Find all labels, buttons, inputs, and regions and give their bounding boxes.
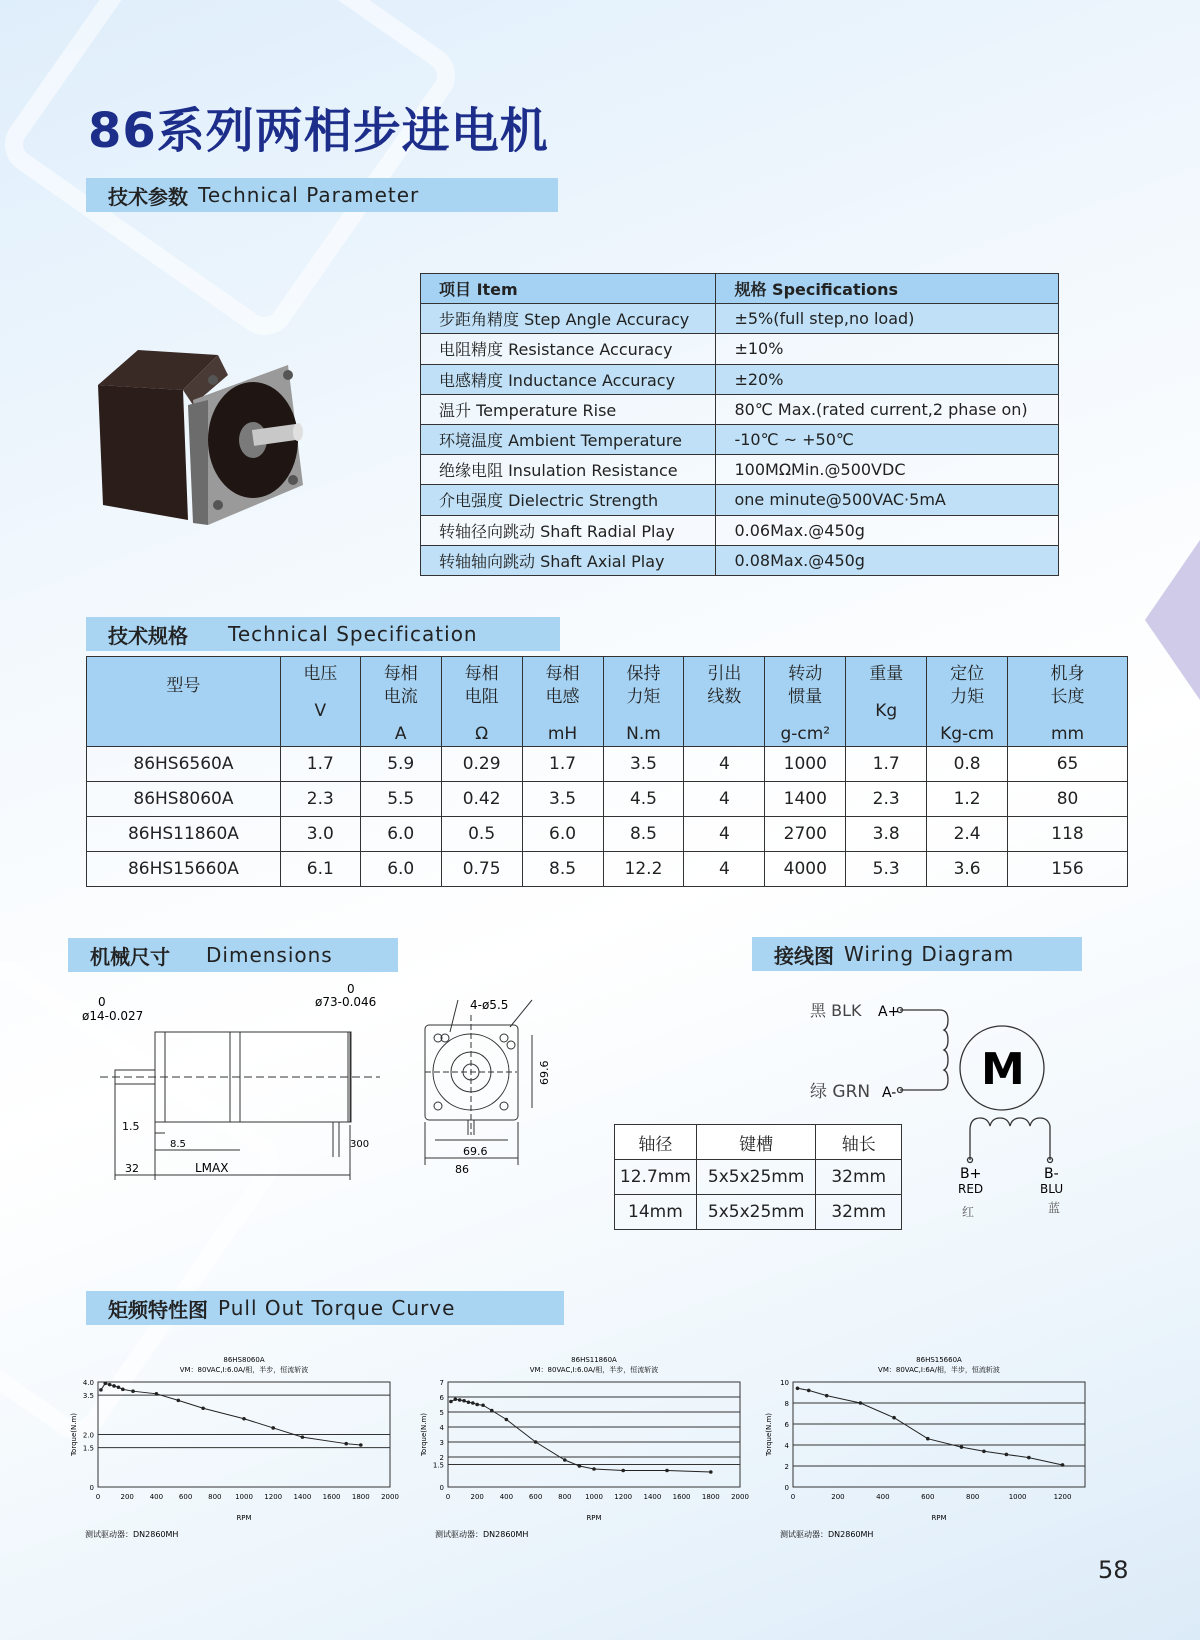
- y-axis-label: Torque(N.m): [765, 1412, 773, 1457]
- spec-cell: 0.8: [927, 747, 1008, 782]
- spec-cell: 3.5: [522, 782, 603, 817]
- param-header-item: 项目 Item: [421, 274, 716, 304]
- param-value: 100MΩMin.@500VDC: [716, 455, 1059, 485]
- series-line: [451, 1399, 711, 1472]
- param-item: 温升 Temperature Rise: [421, 394, 716, 424]
- spec-cell: 4: [684, 852, 765, 887]
- pilot-dia-label: ø73-0.046: [315, 995, 377, 1009]
- spec-cell: 4: [684, 817, 765, 852]
- shaft-cell: 32mm: [816, 1160, 902, 1195]
- chart-footer: 测试驱动器：DN2860MH: [780, 1530, 874, 1539]
- data-point: [859, 1401, 863, 1405]
- section-en: Wiring Diagram: [844, 942, 1015, 966]
- chart-footer: 测试驱动器：DN2860MH: [85, 1530, 179, 1539]
- spec-header-name: 机身 长度: [1050, 664, 1085, 707]
- spec-cell: 3.5: [603, 747, 684, 782]
- spec-cell: 5.5: [360, 782, 441, 817]
- series-line: [101, 1383, 361, 1445]
- stepper-motor-image: [88, 345, 318, 535]
- spec-cell: 1400: [765, 782, 846, 817]
- x-tick-label: 1200: [264, 1493, 283, 1501]
- y-tick-label: 4: [784, 1442, 789, 1450]
- y-tick-label: 1.5: [432, 1461, 444, 1470]
- spec-header-cell: [87, 657, 281, 747]
- spec-cell: 86HS6560A: [87, 747, 281, 782]
- spec-cell: 0.29: [441, 747, 522, 782]
- spec-cell: 2.3: [280, 782, 360, 817]
- x-axis-label: RPM: [586, 1514, 602, 1522]
- spec-header-name: 每相 电阻: [464, 664, 499, 707]
- chart-footer: 测试驱动器：DN2860MH: [435, 1530, 529, 1539]
- y-axis-label: Torque(N.m): [420, 1412, 428, 1457]
- section-header-tech-spec: [86, 617, 560, 651]
- section-en: Technical Specification: [228, 622, 478, 646]
- spec-cell: 8.5: [522, 852, 603, 887]
- table-row: [87, 817, 1128, 852]
- data-point: [926, 1437, 930, 1441]
- chart-title: 86HS11860A: [571, 1356, 617, 1364]
- x-tick-label: 800: [966, 1493, 980, 1501]
- data-point: [505, 1418, 509, 1422]
- spec-cell: 5.3: [846, 852, 927, 887]
- param-value: ±20%: [716, 364, 1059, 394]
- motor-letter: M: [981, 1044, 1025, 1095]
- x-tick-label: 1400: [643, 1493, 662, 1501]
- spec-cell: 0.75: [441, 852, 522, 887]
- spec-header-cell: [360, 657, 441, 747]
- data-point: [665, 1469, 669, 1473]
- dim-32: 32: [125, 1162, 139, 1175]
- spec-header-name: 保持 力矩: [626, 664, 661, 707]
- section-cn: 矩频特性图: [108, 1297, 208, 1322]
- x-tick-label: 200: [120, 1493, 134, 1501]
- x-tick-label: 1800: [351, 1493, 370, 1501]
- shaft-table: [614, 1124, 902, 1230]
- x-tick-label: 1200: [1053, 1493, 1072, 1501]
- x-tick-label: 2000: [381, 1493, 399, 1501]
- tech-spec-table: [86, 656, 1128, 887]
- y-tick-label: 1.5: [82, 1444, 94, 1453]
- table-row: [421, 485, 1059, 515]
- y-tick-label: 0: [89, 1484, 94, 1492]
- data-point: [471, 1401, 475, 1405]
- section-en: Technical Parameter: [198, 183, 420, 207]
- x-tick-label: 600: [528, 1493, 543, 1501]
- x-tick-label: 200: [470, 1493, 484, 1501]
- dimensions-drawing: [80, 975, 560, 1190]
- spec-cell: 0.5: [441, 817, 522, 852]
- wire-a-plus: A+: [878, 1004, 900, 1020]
- param-item: 介电强度 Dielectric Strength: [421, 485, 716, 515]
- chart-subtitle: VM：80VAC,I:6.0A/相，半步，恒流斩波: [529, 1366, 659, 1374]
- shaft-cell: 12.7mm: [615, 1160, 697, 1195]
- y-tick-label: 6: [439, 1394, 444, 1402]
- wire-b-plus: B+: [960, 1166, 982, 1182]
- spec-header-unit: Ω: [475, 724, 489, 744]
- shaft-header: 轴径: [615, 1125, 697, 1160]
- spec-cell: 4: [684, 782, 765, 817]
- wire-a-minus: A-: [882, 1085, 897, 1101]
- section-en: Pull Out Torque Curve: [218, 1296, 456, 1320]
- pilot-tol: 0: [347, 982, 355, 996]
- data-point: [301, 1435, 305, 1439]
- tech-param-table: [420, 273, 1059, 576]
- spec-cell: 6.1: [280, 852, 360, 887]
- spec-cell: 4: [684, 747, 765, 782]
- dim-lmax: LMAX: [195, 1161, 229, 1175]
- param-value: 80℃ Max.(rated current,2 phase on): [716, 394, 1059, 424]
- table-row: [421, 394, 1059, 424]
- spec-header-cell: [846, 657, 927, 747]
- spec-cell: 80: [1008, 782, 1128, 817]
- spec-header-cell: [684, 657, 765, 747]
- section-header-wiring: [752, 937, 1082, 971]
- x-tick-label: 200: [831, 1493, 845, 1501]
- spec-cell: 1.7: [280, 747, 360, 782]
- spec-cell: 6.0: [360, 852, 441, 887]
- spec-cell: 4000: [765, 852, 846, 887]
- wire-b-plus-color: RED: [958, 1182, 984, 1196]
- x-tick-label: 0: [445, 1493, 451, 1501]
- x-tick-label: 1600: [322, 1493, 341, 1501]
- spec-header-unit: mH: [547, 724, 578, 744]
- x-tick-label: 800: [558, 1493, 572, 1501]
- dim-1-5: 1.5: [122, 1120, 140, 1133]
- spec-cell: 5.9: [360, 747, 441, 782]
- data-point: [1027, 1456, 1031, 1460]
- spec-cell: 3.6: [927, 852, 1008, 887]
- data-point: [621, 1469, 625, 1473]
- section-en: Dimensions: [206, 943, 333, 967]
- spec-header-name: 定位 力矩: [950, 664, 985, 707]
- torque-charts: [60, 1340, 1140, 1550]
- spec-cell: 3.8: [846, 817, 927, 852]
- spec-header-unit: N.m: [626, 724, 661, 744]
- data-point: [108, 1383, 112, 1387]
- table-row: [421, 304, 1059, 334]
- y-tick-label: 6: [784, 1421, 789, 1429]
- shaft-tol: 0: [98, 995, 106, 1009]
- data-point: [982, 1450, 986, 1454]
- section-cn: 技术参数: [108, 184, 188, 209]
- table-row: [421, 364, 1059, 394]
- data-point: [112, 1384, 116, 1388]
- y-tick-label: 3.5: [82, 1392, 94, 1401]
- spec-cell: 156: [1008, 852, 1128, 887]
- section-cn: 机械尺寸: [90, 944, 170, 969]
- x-tick-label: 400: [499, 1493, 514, 1501]
- spec-cell: 4.5: [603, 782, 684, 817]
- side-tab-decoration: [1145, 540, 1200, 700]
- spec-header-unit: g-cm²: [780, 724, 831, 744]
- y-tick-label: 8: [784, 1400, 789, 1408]
- x-tick-label: 400: [149, 1493, 164, 1501]
- data-point: [592, 1467, 596, 1471]
- spec-header-cell: [280, 657, 360, 747]
- spec-cell: 86HS11860A: [87, 817, 281, 852]
- spec-cell: 2700: [765, 817, 846, 852]
- series-line: [797, 1388, 1062, 1465]
- param-item: 转轴径向跳动 Shaft Radial Play: [421, 515, 716, 545]
- spec-header-cell: [1008, 657, 1128, 747]
- x-tick-label: 1400: [293, 1493, 312, 1501]
- spec-cell: 2.4: [927, 817, 1008, 852]
- y-tick-label: 2: [439, 1454, 444, 1462]
- data-point: [467, 1400, 471, 1404]
- section-header-dimensions: [68, 938, 398, 972]
- data-point: [458, 1398, 462, 1402]
- dim-300: 300: [350, 1139, 370, 1150]
- table-row: [615, 1195, 902, 1230]
- data-point: [578, 1464, 582, 1468]
- data-point: [117, 1385, 121, 1389]
- wire-b-plus-cn: 红: [962, 1205, 975, 1219]
- spec-cell: 1.7: [522, 747, 603, 782]
- dim-8-5: 8.5: [170, 1139, 186, 1150]
- chart-subtitle: VM：80VAC,I:6A/相，半步，恒流斩波: [878, 1366, 1000, 1374]
- data-point: [104, 1382, 108, 1386]
- spec-header-unit: Kg: [875, 701, 898, 721]
- table-row: [87, 782, 1128, 817]
- y-tick-label: 7: [439, 1379, 444, 1387]
- spec-cell: 1000: [765, 747, 846, 782]
- param-item: 转轴轴向跳动 Shaft Axial Play: [421, 545, 716, 575]
- data-point: [242, 1417, 246, 1421]
- y-tick-label: 4: [439, 1424, 444, 1432]
- data-point: [359, 1443, 363, 1447]
- y-tick-label: 2.0: [82, 1431, 94, 1440]
- param-value: 0.08Max.@450g: [716, 545, 1059, 575]
- spec-header-name: 引出 线数: [707, 664, 742, 707]
- holes-label: 4-ø5.5: [470, 998, 509, 1012]
- spec-cell: 118: [1008, 817, 1128, 852]
- table-row: [421, 455, 1059, 485]
- data-point: [271, 1426, 275, 1430]
- x-tick-label: 600: [921, 1493, 935, 1501]
- dim-69-6-bottom: 69.6: [463, 1145, 488, 1158]
- spec-cell: 1.2: [927, 782, 1008, 817]
- param-item: 电感精度 Inductance Accuracy: [421, 364, 716, 394]
- wire-blk-label: 黑 BLK: [810, 1001, 862, 1020]
- param-value: 0.06Max.@450g: [716, 515, 1059, 545]
- spec-cell: 12.2: [603, 852, 684, 887]
- chart-title: 86HS15660A: [916, 1356, 962, 1364]
- y-tick-label: 3: [439, 1439, 444, 1447]
- param-item: 环境温度 Ambient Temperature: [421, 424, 716, 454]
- y-tick-label: 5: [439, 1409, 444, 1417]
- shaft-cell: 5x5x25mm: [696, 1195, 816, 1230]
- data-point: [1061, 1463, 1065, 1467]
- data-point: [462, 1399, 466, 1403]
- spec-header-unit: mm: [1050, 724, 1085, 744]
- data-point: [121, 1388, 125, 1392]
- y-tick-label: 10: [780, 1379, 789, 1387]
- table-row: [421, 424, 1059, 454]
- bg-shape: [0, 0, 467, 347]
- dim-86-bottom: 86: [455, 1163, 469, 1176]
- x-tick-label: 400: [876, 1493, 890, 1501]
- x-axis-label: RPM: [931, 1514, 947, 1522]
- param-item: 步距角精度 Step Angle Accuracy: [421, 304, 716, 334]
- spec-cell: 86HS8060A: [87, 782, 281, 817]
- data-point: [449, 1400, 453, 1404]
- spec-cell: 6.0: [360, 817, 441, 852]
- data-point: [155, 1392, 159, 1396]
- x-tick-label: 1600: [672, 1493, 691, 1501]
- param-item: 电阻精度 Resistance Accuracy: [421, 334, 716, 364]
- spec-cell: 2.3: [846, 782, 927, 817]
- data-point: [796, 1387, 800, 1391]
- spec-header-name: 重量: [869, 664, 904, 684]
- param-value: -10℃ ~ +50℃: [716, 424, 1059, 454]
- chart-title: 86HS8060A: [223, 1356, 265, 1364]
- spec-header-name: 电压: [303, 664, 338, 684]
- data-point: [825, 1394, 829, 1398]
- shaft-dia-label: ø14-0.027: [82, 1009, 144, 1023]
- spec-header-unit: A: [394, 724, 407, 744]
- x-tick-label: 1800: [701, 1493, 720, 1501]
- param-item: 绝缘电阻 Insulation Resistance: [421, 455, 716, 485]
- spec-header-cell: [522, 657, 603, 747]
- y-tick-label: 0: [439, 1484, 444, 1492]
- x-tick-label: 0: [95, 1493, 101, 1501]
- x-tick-label: 1000: [235, 1493, 253, 1501]
- param-value: ±5%(full step,no load): [716, 304, 1059, 334]
- data-point: [454, 1397, 458, 1401]
- shaft-header: 轴长: [816, 1125, 902, 1160]
- spec-cell: 65: [1008, 747, 1128, 782]
- x-tick-label: 0: [790, 1493, 796, 1501]
- y-tick-label: 2: [784, 1463, 789, 1471]
- param-value: ±10%: [716, 334, 1059, 364]
- spec-header-unit: Kg-cm: [940, 724, 995, 744]
- y-axis-label: Torque(N.m): [70, 1412, 78, 1457]
- spec-header-unit: V: [314, 701, 327, 721]
- section-header-torque: [86, 1291, 564, 1325]
- spec-header-name: 每相 电流: [383, 664, 418, 707]
- spec-cell: 1.7: [846, 747, 927, 782]
- section-header-tech-param: [86, 178, 558, 212]
- data-point: [892, 1416, 896, 1420]
- section-cn: 技术规格: [108, 623, 188, 648]
- data-point: [807, 1389, 811, 1393]
- dim-69-6-right: 69.6: [538, 1060, 551, 1085]
- x-tick-label: 1000: [1008, 1493, 1027, 1501]
- data-point: [960, 1445, 964, 1449]
- table-row: [87, 747, 1128, 782]
- x-tick-label: 1200: [614, 1493, 633, 1501]
- table-row: [421, 334, 1059, 364]
- page-number: 58: [1098, 1556, 1129, 1584]
- section-cn: 接线图: [774, 943, 834, 968]
- data-point: [534, 1440, 538, 1444]
- shaft-cell: 14mm: [615, 1195, 697, 1230]
- spec-header-name: 转动 惯量: [788, 664, 823, 707]
- data-point: [177, 1399, 181, 1403]
- wire-b-minus-cn: 蓝: [1048, 1201, 1061, 1215]
- x-tick-label: 600: [178, 1493, 193, 1501]
- shaft-header: 键槽: [696, 1125, 816, 1160]
- spec-cell: 86HS15660A: [87, 852, 281, 887]
- data-point: [481, 1403, 485, 1407]
- table-row: [615, 1160, 902, 1195]
- data-point: [344, 1442, 348, 1446]
- data-point: [201, 1406, 205, 1410]
- spec-cell: 3.0: [280, 817, 360, 852]
- shaft-cell: 5x5x25mm: [696, 1160, 816, 1195]
- data-point: [475, 1403, 479, 1407]
- table-row: [421, 515, 1059, 545]
- data-point: [563, 1458, 567, 1462]
- shaft-cell: 32mm: [816, 1195, 902, 1230]
- x-axis-label: RPM: [236, 1514, 252, 1522]
- spec-header-name: 型号: [166, 676, 201, 696]
- chart-subtitle: VM：80VAC,I:6.0A/相，半步，恒流斩波: [179, 1366, 309, 1374]
- spec-header-cell: [765, 657, 846, 747]
- table-row: [421, 545, 1059, 575]
- wire-grn-label: 绿 GRN: [810, 1082, 871, 1102]
- x-tick-label: 1000: [585, 1493, 603, 1501]
- y-tick-label: 0: [784, 1484, 789, 1492]
- spec-header-cell: [441, 657, 522, 747]
- data-point: [131, 1389, 135, 1393]
- spec-header-cell: [927, 657, 1008, 747]
- param-header-spec: 规格 Specifications: [716, 274, 1059, 304]
- spec-header-name: 每相 电感: [545, 664, 580, 707]
- x-tick-label: 2000: [731, 1493, 749, 1501]
- wire-b-minus-color: BLU: [1040, 1182, 1064, 1196]
- spec-cell: 6.0: [522, 817, 603, 852]
- data-point: [99, 1388, 103, 1392]
- spec-cell: 8.5: [603, 817, 684, 852]
- y-tick-label: 4.0: [82, 1379, 94, 1387]
- data-point: [490, 1409, 494, 1413]
- page-title: 86系列两相步进电机: [88, 103, 549, 159]
- spec-cell: 0.42: [441, 782, 522, 817]
- param-value: one minute@500VAC·5mA: [716, 485, 1059, 515]
- table-row: [87, 852, 1128, 887]
- wire-b-minus: B-: [1044, 1166, 1059, 1182]
- data-point: [1005, 1453, 1009, 1457]
- x-tick-label: 800: [208, 1493, 222, 1501]
- data-point: [709, 1470, 713, 1474]
- spec-header-cell: [603, 657, 684, 747]
